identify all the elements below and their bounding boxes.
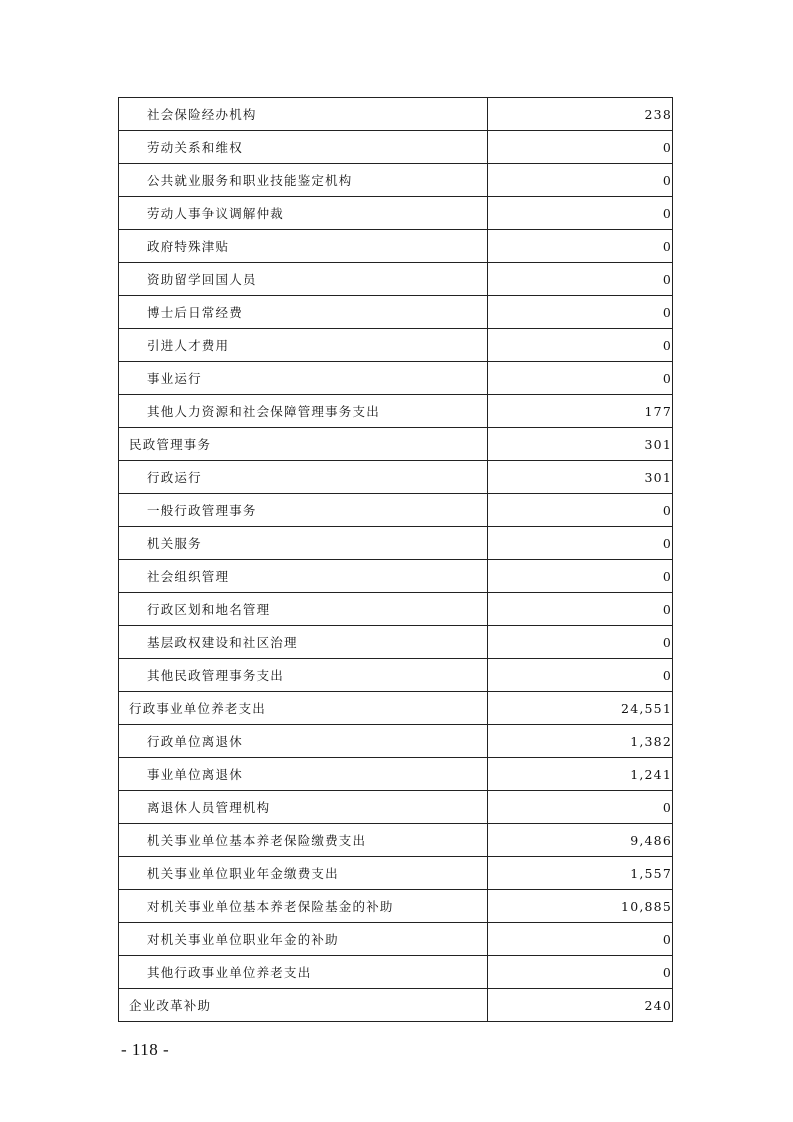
amount-cell: 0: [488, 956, 673, 989]
amount-cell: 0: [488, 527, 673, 560]
item-name-cell: 企业改革补助: [119, 989, 488, 1022]
table-row-item: [119, 527, 673, 560]
table-row-item: [119, 131, 673, 164]
table-row-item: [119, 560, 673, 593]
item-name-cell: 其他民政管理事务支出: [119, 659, 488, 692]
amount-cell: 0: [488, 230, 673, 263]
item-name-cell: 行政事业单位养老支出: [119, 692, 488, 725]
item-name-cell: 对机关事业单位基本养老保险基金的补助: [119, 890, 488, 923]
item-name-cell: 行政运行: [119, 461, 488, 494]
table-body: [119, 98, 673, 1022]
amount-cell: 0: [488, 131, 673, 164]
table-row-item: [119, 857, 673, 890]
item-name-cell: 社会组织管理: [119, 560, 488, 593]
amount-cell: 9,486: [488, 824, 673, 857]
item-name-cell: 行政单位离退休: [119, 725, 488, 758]
item-name-cell: 政府特殊津贴: [119, 230, 488, 263]
table-row-item: [119, 956, 673, 989]
table-row-item: [119, 626, 673, 659]
table-row-item: [119, 263, 673, 296]
amount-cell: 1,557: [488, 857, 673, 890]
amount-cell: 0: [488, 362, 673, 395]
amount-cell: 0: [488, 560, 673, 593]
table-row-item: [119, 593, 673, 626]
item-name-cell: 机关服务: [119, 527, 488, 560]
item-name-cell: 其他行政事业单位养老支出: [119, 956, 488, 989]
budget-table: [118, 97, 673, 1022]
table-row-item: [119, 329, 673, 362]
item-name-cell: 劳动人事争议调解仲裁: [119, 197, 488, 230]
amount-cell: 0: [488, 263, 673, 296]
table-row-category: [119, 989, 673, 1022]
amount-cell: 0: [488, 164, 673, 197]
item-name-cell: 基层政权建设和社区治理: [119, 626, 488, 659]
amount-cell: 0: [488, 923, 673, 956]
amount-cell: 1,241: [488, 758, 673, 791]
table-row-item: [119, 758, 673, 791]
item-name-cell: 一般行政管理事务: [119, 494, 488, 527]
table-row-item: [119, 725, 673, 758]
table-row-item: [119, 923, 673, 956]
amount-cell: 0: [488, 494, 673, 527]
amount-cell: 10,885: [488, 890, 673, 923]
item-name-cell: 博士后日常经费: [119, 296, 488, 329]
item-name-cell: 机关事业单位基本养老保险缴费支出: [119, 824, 488, 857]
amount-cell: 0: [488, 329, 673, 362]
item-name-cell: 资助留学回国人员: [119, 263, 488, 296]
table-row-item: [119, 296, 673, 329]
amount-cell: 301: [488, 428, 673, 461]
table-row-item: [119, 98, 673, 131]
table-row-item: [119, 494, 673, 527]
table-row-item: [119, 824, 673, 857]
table-row-item: [119, 362, 673, 395]
table-row-category: [119, 692, 673, 725]
amount-cell: 0: [488, 593, 673, 626]
table-row-item: [119, 890, 673, 923]
item-name-cell: 事业单位离退休: [119, 758, 488, 791]
amount-cell: 1,382: [488, 725, 673, 758]
amount-cell: 0: [488, 626, 673, 659]
table-row-item: [119, 461, 673, 494]
amount-cell: 24,551: [488, 692, 673, 725]
amount-cell: 0: [488, 659, 673, 692]
table-row-item: [119, 197, 673, 230]
table-row-item: [119, 791, 673, 824]
table-row-item: [119, 395, 673, 428]
item-name-cell: 事业运行: [119, 362, 488, 395]
page-number: - 118 -: [121, 1040, 170, 1059]
item-name-cell: 行政区划和地名管理: [119, 593, 488, 626]
amount-cell: 301: [488, 461, 673, 494]
item-name-cell: 机关事业单位职业年金缴费支出: [119, 857, 488, 890]
item-name-cell: 对机关事业单位职业年金的补助: [119, 923, 488, 956]
amount-cell: 0: [488, 791, 673, 824]
item-name-cell: 公共就业服务和职业技能鉴定机构: [119, 164, 488, 197]
table-row-category: [119, 428, 673, 461]
amount-cell: 238: [488, 98, 673, 131]
item-name-cell: 民政管理事务: [119, 428, 488, 461]
amount-cell: 240: [488, 989, 673, 1022]
item-name-cell: 离退休人员管理机构: [119, 791, 488, 824]
item-name-cell: 劳动关系和维权: [119, 131, 488, 164]
table-row-item: [119, 230, 673, 263]
item-name-cell: 社会保险经办机构: [119, 98, 488, 131]
item-name-cell: 引进人才费用: [119, 329, 488, 362]
amount-cell: 0: [488, 296, 673, 329]
table-row-item: [119, 164, 673, 197]
amount-cell: 177: [488, 395, 673, 428]
amount-cell: 0: [488, 197, 673, 230]
item-name-cell: 其他人力资源和社会保障管理事务支出: [119, 395, 488, 428]
table-row-item: [119, 659, 673, 692]
